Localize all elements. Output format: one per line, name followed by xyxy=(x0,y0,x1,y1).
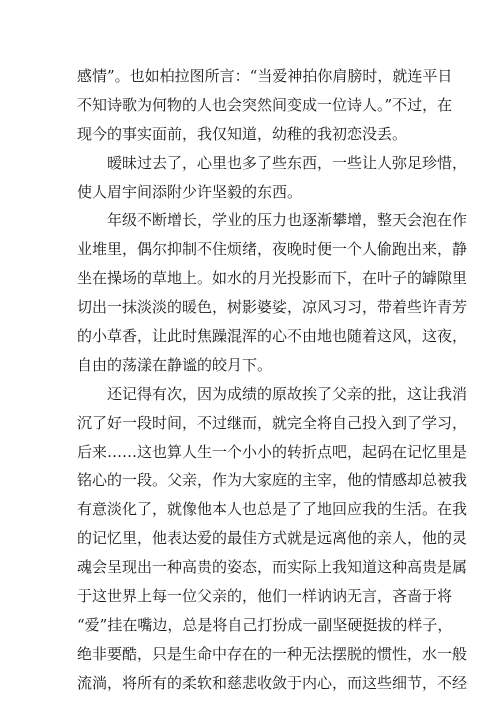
text-line: 自由的荡漾在静谧的皎月下。 xyxy=(77,355,273,374)
text-line: “爱”挂在嘴边，总是将自己打扮成一副坚硬挺拔的样子， xyxy=(77,615,453,634)
paragraph-3 xyxy=(77,206,468,379)
text-line: 流淌，将所有的柔软和慈悲收敛于内心，而这些细节，不经 xyxy=(77,673,468,692)
text-line: 的记忆里，他表达爱的最佳方式就是远离他的亲人，他的灵 xyxy=(77,529,468,548)
text-line: 的小草香，让此时焦躁混浑的心不由地也随着这风，这夜， xyxy=(77,327,468,346)
text-line: 铭心的一段。父亲，作为大家庭的主宰，他的情感却总被我 xyxy=(77,471,468,490)
text-line: 感情”。也如柏拉图所言：“当爱神拍你肩膀时，就连平日 xyxy=(77,67,453,85)
text-line: 后来……这也算人生一个小小的转折点吧，起码在记忆里是 xyxy=(77,442,468,461)
paragraph-1 xyxy=(77,62,453,149)
text-line: 还记得有次，因为成绩的原故挨了父亲的批，这让我消 xyxy=(107,384,468,403)
text-line: 业堆里，偶尔抑制不住烦绪，夜晚时便一个人偷跑出来，静 xyxy=(77,240,468,259)
text-line: 年级不断增长，学业的压力也逐渐攀增，整天会泡在作 xyxy=(107,211,468,230)
text-line: 使人眉宇间添附少许坚毅的东西。 xyxy=(77,182,303,201)
text-line: 有意淡化了，就像他本人也总是了了地回应我的生活。在我 xyxy=(77,500,468,519)
text-line: 于这世界上每一位父亲的，他们一样讷讷无言，吝啬于将 xyxy=(77,587,453,606)
body-text xyxy=(77,62,468,698)
text-line: 沉了好一段时间，不过继而，就完全将自己投入到了学习， xyxy=(77,413,468,432)
text-line: 绝非要酷，只是生命中存在的一种无法摆脱的惯性，水一般 xyxy=(77,644,468,663)
text-line: 切出一抹淡淡的暖色，树影婆娑，凉风习习，带着些许青芳 xyxy=(77,298,468,317)
paragraph-4 xyxy=(77,380,468,698)
text-line: 现今的事实面前，我仅知道，幼稚的我初恋没丢。 xyxy=(77,124,408,143)
text-line: 坐在操场的草地上。如水的月光投影而下，在叶子的罅隙里 xyxy=(77,269,468,288)
paragraph-2 xyxy=(77,149,468,207)
text-line: 暧昧过去了，心里也多了些东西，一些让人弥足珍惜， xyxy=(107,153,468,172)
text-line: 魂会呈现出一种高贵的姿态，而实际上我知道这种高贵是属 xyxy=(77,558,468,577)
text-line: 不知诗歌为何物的人也会突然间变成一位诗人。”不过，在 xyxy=(77,95,453,114)
